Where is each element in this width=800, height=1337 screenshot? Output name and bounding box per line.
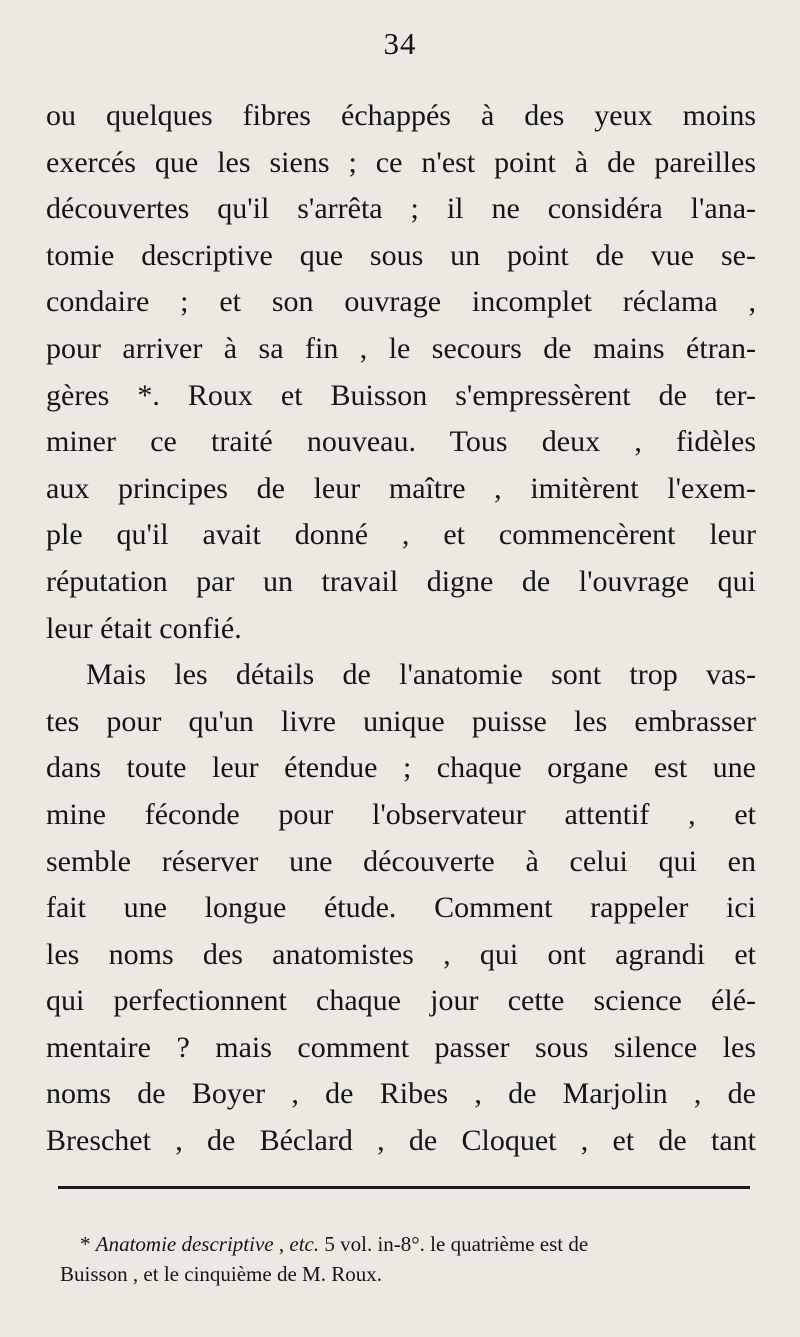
text-line: fait une longue étude. Comment rappeler ici (46, 891, 756, 925)
text-line: condaire ; et son ouvrage incomplet réclama , (46, 285, 756, 319)
footnote-divider (58, 1186, 750, 1189)
paragraph-start-line: Mais les détails de l'anatomie sont trop vas- (86, 658, 756, 692)
text-line: semble réserver une découverte à celui qui en (46, 844, 756, 878)
text-line: noms de Boyer , de Ribes , de Marjolin , de (46, 1077, 756, 1111)
text-line: ple qu'il avait donné , et commencèrent leur (46, 518, 756, 552)
text-line: miner ce traité nouveau. Tous deux , fidèles (46, 425, 756, 459)
text-line: mentaire ? mais comment passer sous silence les (46, 1030, 756, 1064)
footnote (60, 1229, 760, 1289)
footnote-etc: etc. (289, 1232, 320, 1256)
footnote-separator: , (273, 1232, 290, 1256)
text-line: pour arriver à sa fin , le secours de mains étran- (46, 331, 756, 365)
body-text (46, 93, 756, 1165)
text-line: réputation par un travail digne de l'ouvrage qui (46, 564, 756, 598)
text-line: les noms des anatomistes , qui ont agrandi et (46, 937, 756, 971)
paragraph-end-line: leur était confié. (46, 611, 242, 645)
text-line: dans toute leur étendue ; chaque organe est une (46, 751, 756, 785)
text-line: mine féconde pour l'observateur attentif , et (46, 797, 756, 831)
text-line: découvertes qu'il s'arrêta ; il ne considéra l'ana- (46, 192, 756, 226)
footnote-title: Anatomie descriptive (95, 1232, 274, 1256)
text-line: tomie descriptive que sous un point de vue se- (46, 238, 756, 272)
text-line: exercés que les siens ; ce n'est point à de pareilles (46, 145, 756, 179)
footnote-line (60, 1229, 760, 1259)
footnote-marker: * (80, 1232, 91, 1256)
text-line: qui perfectionnent chaque jour cette science élé- (46, 984, 756, 1018)
text-line: ou quelques fibres échappés à des yeux moins (46, 99, 756, 132)
footnote-detail: 5 vol. in-8°. le quatrième est de (319, 1232, 589, 1256)
text-line: aux principes de leur maître , imitèrent l'exem- (46, 471, 756, 505)
footnote-line-2: Buisson , et le cinquième de M. Roux. (60, 1262, 382, 1286)
text-line: tes pour qu'un livre unique puisse les embrasser (46, 704, 756, 738)
page-number: 34 (383, 26, 417, 61)
text-line: gères *. Roux et Buisson s'empressèrent de ter- (46, 378, 756, 412)
text-line: Breschet , de Béclard , de Cloquet , et de tant (46, 1124, 756, 1158)
